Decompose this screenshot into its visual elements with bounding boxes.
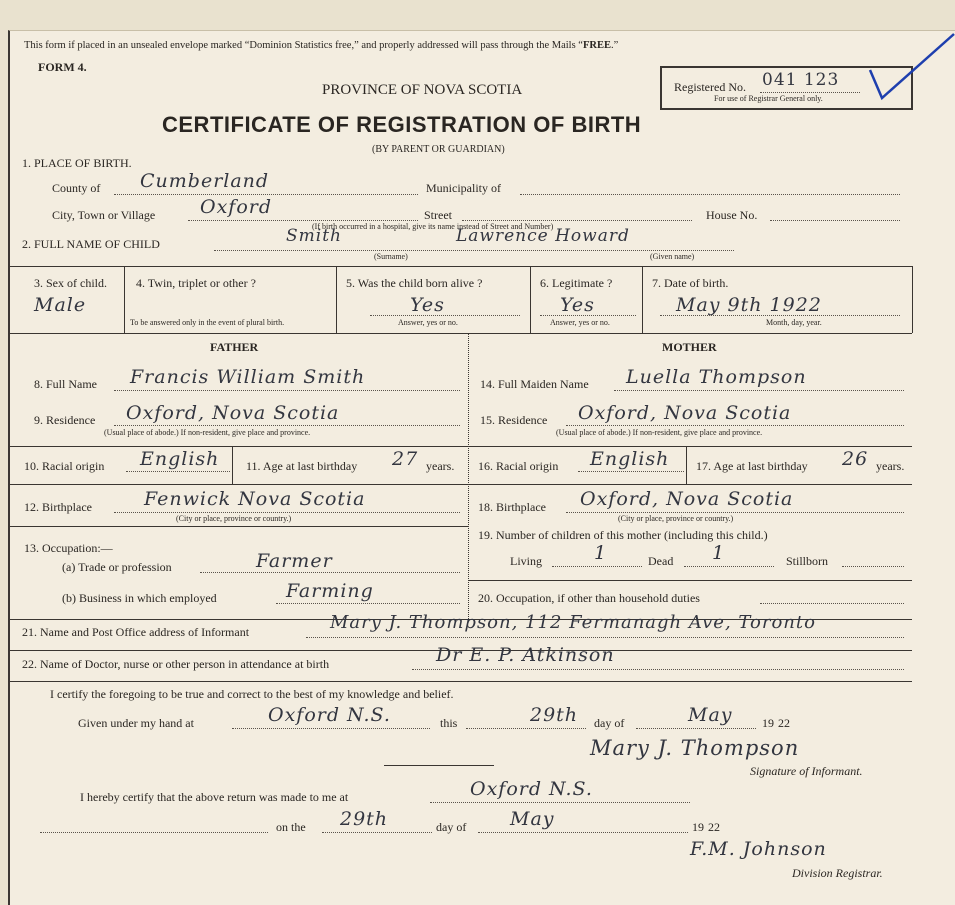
given-day-of-label: day of — [594, 716, 625, 730]
father-name-label: 8. Full Name — [34, 377, 97, 391]
sex-label: 3. Sex of child. — [34, 276, 107, 290]
father-age: 27 — [392, 448, 419, 470]
father-residence-note: (Usual place of abode.) If non-resident, give place and province. — [104, 428, 311, 437]
informant-signature: Mary J. Thompson — [590, 736, 800, 760]
legit-label: 6. Legitimate ? — [540, 276, 613, 290]
registrar-year: 22 — [708, 820, 720, 834]
given-place: Oxford N.S. — [268, 704, 391, 726]
living-label: Living — [510, 554, 542, 568]
mother-age: 26 — [842, 448, 869, 470]
place-of-birth-label: 1. PLACE OF BIRTH. — [22, 156, 132, 170]
mother-years-label: years. — [876, 459, 905, 473]
dob-label: 7. Date of birth. — [652, 276, 729, 290]
mother-residence: Oxford, Nova Scotia — [578, 402, 792, 424]
child-name-label: 2. FULL NAME OF CHILD — [22, 237, 160, 251]
certify-statement: I certify the foregoing to be true and correct to the best of my knowledge and belief. — [50, 687, 454, 701]
father-racial-label: 10. Racial origin — [24, 459, 105, 473]
father-years-label: years. — [426, 459, 455, 473]
mother-heading: MOTHER — [662, 340, 717, 354]
city-label: City, Town or Village — [52, 208, 156, 222]
mother-birthplace-label: 18. Birthplace — [478, 500, 546, 514]
alive-note: Answer, yes or no. — [398, 318, 458, 327]
given-month: May — [688, 704, 733, 726]
trade-value: Farmer — [256, 550, 333, 572]
dead-label: Dead — [648, 554, 674, 568]
mother-residence-note: (Usual place of abode.) If non-resident, give place and province. — [556, 428, 763, 437]
city-value: Oxford — [200, 196, 273, 218]
given-note: (Given name) — [650, 252, 695, 261]
given-year: 22 — [778, 716, 790, 730]
province-heading: PROVINCE OF NOVA SCOTIA — [322, 82, 523, 98]
registrar-note: For use of Registrar General only. — [714, 94, 823, 103]
stillborn-label: Stillborn — [786, 554, 829, 568]
county-value: Cumberland — [140, 170, 270, 192]
occupation-label: 13. Occupation:— — [24, 541, 113, 555]
check-mark-icon — [868, 32, 955, 102]
on-the-label: on the — [276, 820, 306, 834]
mother-name-label: 14. Full Maiden Name — [480, 377, 589, 391]
form-number: FORM 4. — [38, 60, 87, 74]
registrar-signature-label: Division Registrar. — [792, 866, 883, 880]
doctor-label: 22. Name of Doctor, nurse or other person in attendance at birth — [22, 657, 330, 671]
father-birthplace-note: (City or place, province or country.) — [176, 514, 292, 523]
legit-value: Yes — [560, 294, 595, 316]
registrar-statement: I hereby certify that the above return was made to me at — [80, 790, 349, 804]
doctor-value: Dr E. P. Atkinson — [436, 644, 615, 666]
this-label: this — [440, 716, 458, 730]
mail-notice: This form if placed in an unsealed envelope marked “Dominion Statistics free,” and properly addressed will pass through the Mails “FREE.” — [24, 40, 619, 51]
business-label: (b) Business in which employed — [62, 591, 217, 605]
given-year-prefix: 19 — [762, 716, 774, 730]
informant-value: Mary J. Thompson, 112 Fermanagh Ave, Toronto — [330, 612, 816, 633]
living-value: 1 — [594, 542, 608, 564]
house-label: House No. — [706, 208, 758, 222]
alive-label: 5. Was the child born alive ? — [346, 276, 483, 290]
registrar-day-of-label: day of — [436, 820, 467, 834]
dead-value: 1 — [712, 542, 726, 564]
twin-note: To be answered only in the event of plural birth. — [130, 318, 285, 327]
father-birthplace-label: 12. Birthplace — [24, 500, 92, 514]
child-given-name: Lawrence Howard — [456, 226, 630, 246]
mother-occupation-label: 20. Occupation, if other than household duties — [478, 591, 700, 605]
informant-label: 21. Name and Post Office address of Informant — [22, 625, 250, 639]
street-label: Street — [424, 208, 452, 222]
father-racial: English — [140, 448, 220, 470]
surname-note: (Surname) — [374, 252, 408, 261]
father-name: Francis William Smith — [130, 366, 366, 388]
mother-birthplace-note: (City or place, province or country.) — [618, 514, 734, 523]
mother-name: Luella Thompson — [626, 366, 807, 388]
registrar-day: 29th — [340, 808, 389, 830]
dob-note: Month, day, year. — [766, 318, 822, 327]
legit-note: Answer, yes or no. — [550, 318, 610, 327]
twin-label: 4. Twin, triplet or other ? — [136, 276, 256, 290]
given-label: Given under my hand at — [78, 716, 194, 730]
trade-label: (a) Trade or profession — [62, 560, 172, 574]
registered-label: Registered No. — [674, 80, 746, 94]
certificate-title: CERTIFICATE OF REGISTRATION OF BIRTH — [162, 112, 642, 137]
sex-value: Male — [34, 294, 87, 316]
dob-value: May 9th 1922 — [676, 294, 822, 316]
alive-value: Yes — [410, 294, 445, 316]
registrar-month: May — [510, 808, 555, 830]
mother-racial-label: 16. Racial origin — [478, 459, 559, 473]
mother-racial: English — [590, 448, 670, 470]
registrar-place: Oxford N.S. — [470, 778, 593, 800]
father-age-label: 11. Age at last birthday — [246, 459, 358, 473]
mother-residence-label: 15. Residence — [480, 413, 548, 427]
registered-number: 041 123 — [762, 70, 840, 90]
county-label: County of — [52, 181, 101, 195]
registrar-signature: F.M. Johnson — [690, 838, 827, 860]
certificate-subtitle: (BY PARENT OR GUARDIAN) — [372, 144, 505, 155]
municipality-label: Municipality of — [426, 181, 501, 195]
child-surname: Smith — [286, 226, 342, 246]
children-label: 19. Number of children of this mother (including this child.) — [478, 528, 768, 542]
hospital-note: (If birth occurred in a hospital, give its name instead of Street and Number) — [312, 222, 554, 231]
mother-birthplace: Oxford, Nova Scotia — [580, 488, 794, 510]
father-residence: Oxford, Nova Scotia — [126, 402, 340, 424]
father-birthplace: Fenwick Nova Scotia — [144, 488, 366, 510]
father-heading: FATHER — [210, 340, 259, 354]
informant-signature-label: Signature of Informant. — [750, 764, 863, 778]
father-residence-label: 9. Residence — [34, 413, 96, 427]
given-day: 29th — [530, 704, 579, 726]
mother-age-label: 17. Age at last birthday — [696, 459, 808, 473]
registrar-year-prefix: 19 — [692, 820, 704, 834]
business-value: Farming — [286, 580, 374, 602]
